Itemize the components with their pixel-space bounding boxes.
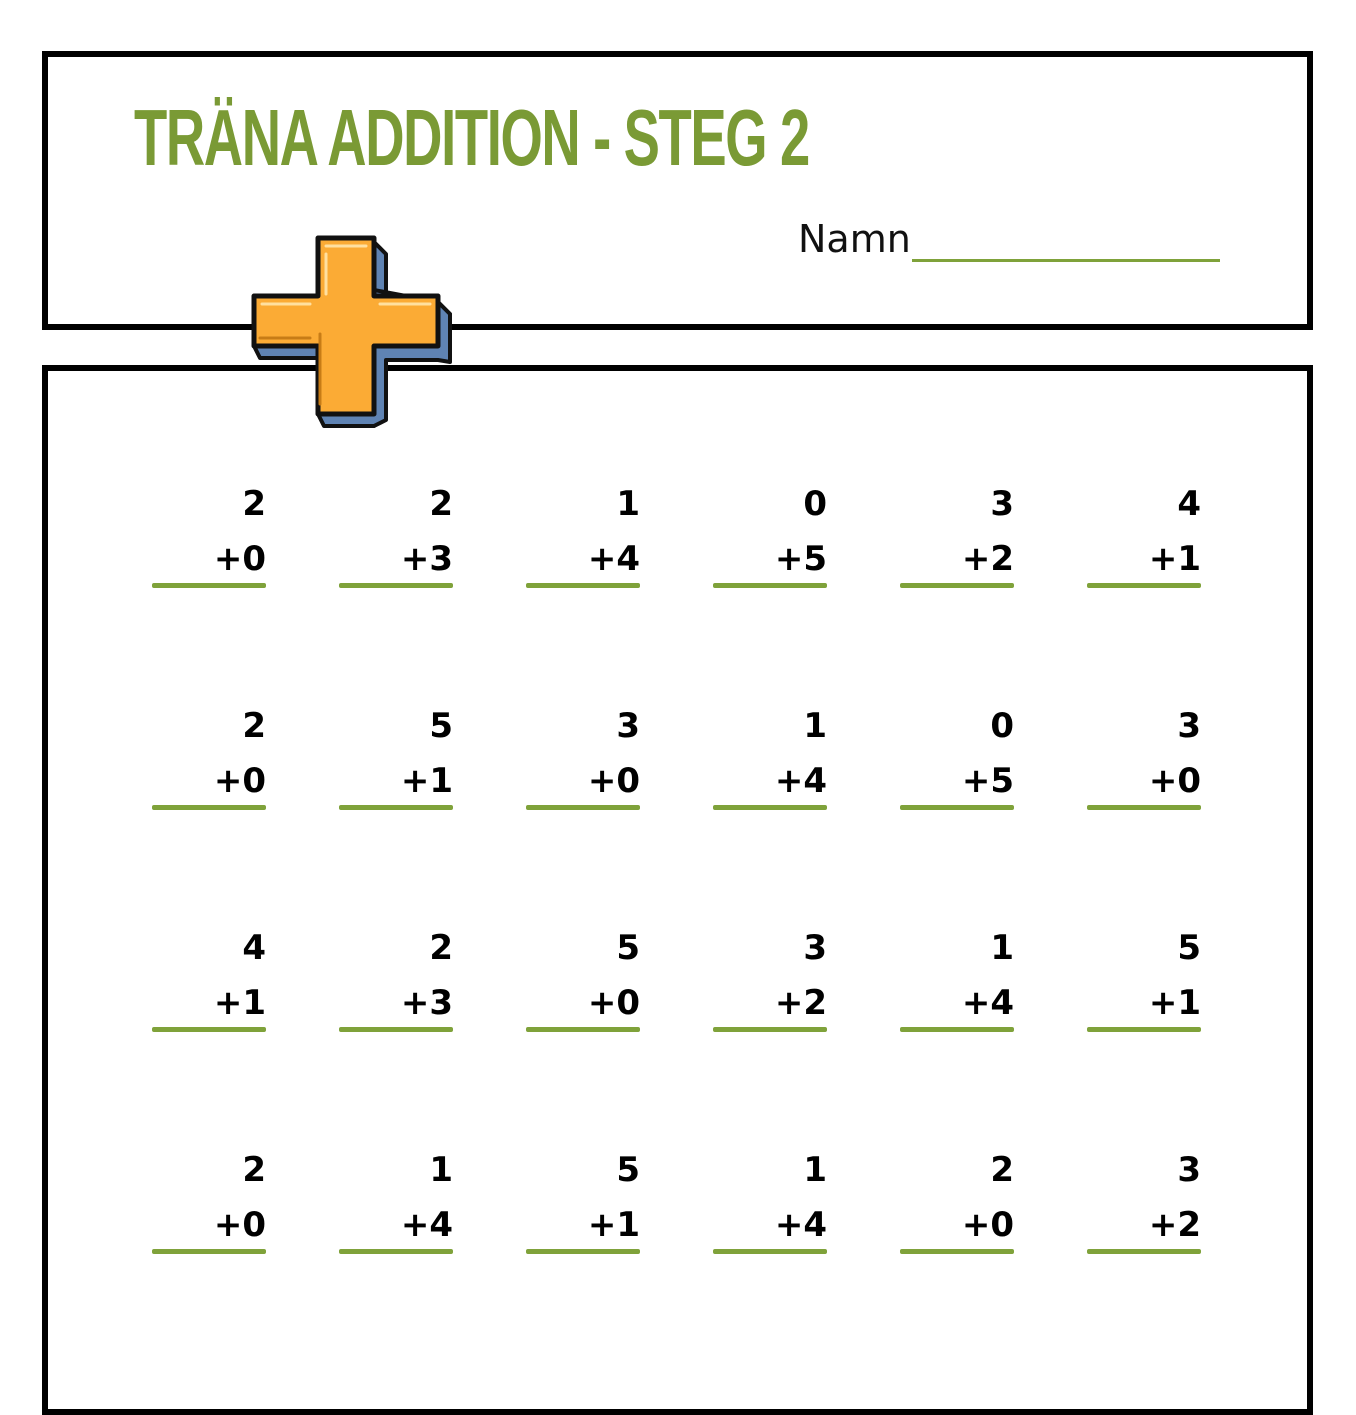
addition-problem	[713, 928, 827, 1041]
answer-line[interactable]	[152, 1027, 266, 1032]
addend-top: 2	[242, 706, 266, 746]
answer-line[interactable]	[339, 583, 453, 588]
addition-problem	[1087, 928, 1201, 1041]
addend-top: 4	[242, 928, 266, 968]
addend-bottom: +1	[213, 983, 266, 1023]
answer-line[interactable]	[152, 805, 266, 810]
addition-problem	[339, 706, 453, 819]
addend-bottom: +2	[961, 539, 1014, 579]
addition-problem	[1087, 1150, 1201, 1263]
answer-line[interactable]	[713, 583, 827, 588]
answer-line[interactable]	[713, 805, 827, 810]
addition-problem	[526, 484, 640, 597]
addend-bottom: +3	[400, 539, 453, 579]
addend-top: 3	[616, 706, 640, 746]
addition-problem	[713, 1150, 827, 1263]
answer-line[interactable]	[1087, 1249, 1201, 1254]
addend-top: 0	[990, 706, 1014, 746]
addend-top: 2	[242, 484, 266, 524]
addition-problem	[152, 928, 266, 1041]
name-line[interactable]	[912, 259, 1220, 262]
answer-line[interactable]	[526, 805, 640, 810]
addend-bottom: +4	[400, 1205, 453, 1245]
addend-bottom: +1	[1148, 539, 1201, 579]
addition-problem	[1087, 706, 1201, 819]
addend-top: 1	[803, 1150, 827, 1190]
addend-top: 5	[1177, 928, 1201, 968]
addition-problem	[1087, 484, 1201, 597]
addend-bottom: +1	[587, 1205, 640, 1245]
worksheet-title: TRÄNA ADDITION - STEG 2	[134, 93, 809, 182]
addend-top: 2	[429, 484, 453, 524]
answer-line[interactable]	[339, 1027, 453, 1032]
addition-problem	[526, 706, 640, 819]
addend-top: 5	[616, 928, 640, 968]
addend-top: 1	[803, 706, 827, 746]
addition-problem	[526, 928, 640, 1041]
addition-problem	[339, 928, 453, 1041]
answer-line[interactable]	[713, 1027, 827, 1032]
answer-line[interactable]	[152, 583, 266, 588]
addend-top: 1	[990, 928, 1014, 968]
addition-problem	[152, 1150, 266, 1263]
answer-line[interactable]	[526, 1249, 640, 1254]
addition-problem	[900, 1150, 1014, 1263]
addend-top: 5	[616, 1150, 640, 1190]
addend-top: 3	[1177, 1150, 1201, 1190]
addend-bottom: +0	[587, 761, 640, 801]
addend-bottom: +2	[774, 983, 827, 1023]
addition-problem	[152, 706, 266, 819]
addition-problem	[713, 706, 827, 819]
addend-top: 3	[803, 928, 827, 968]
addition-problem	[900, 928, 1014, 1041]
answer-line[interactable]	[713, 1249, 827, 1254]
addition-problem	[339, 1150, 453, 1263]
answer-line[interactable]	[1087, 805, 1201, 810]
addend-bottom: +3	[400, 983, 453, 1023]
addend-bottom: +4	[587, 539, 640, 579]
answer-line[interactable]	[1087, 583, 1201, 588]
addend-bottom: +0	[213, 1205, 266, 1245]
addend-bottom: +0	[961, 1205, 1014, 1245]
addend-bottom: +4	[961, 983, 1014, 1023]
addition-problem	[900, 706, 1014, 819]
addend-top: 1	[429, 1150, 453, 1190]
addend-top: 3	[1177, 706, 1201, 746]
addend-bottom: +0	[213, 539, 266, 579]
name-label: Namn	[798, 217, 911, 261]
addend-bottom: +5	[774, 539, 827, 579]
addition-problem	[526, 1150, 640, 1263]
answer-line[interactable]	[900, 1249, 1014, 1254]
answer-line[interactable]	[526, 1027, 640, 1032]
addend-bottom: +1	[1148, 983, 1201, 1023]
addition-problem	[152, 484, 266, 597]
answer-line[interactable]	[900, 805, 1014, 810]
answer-line[interactable]	[339, 805, 453, 810]
addend-bottom: +5	[961, 761, 1014, 801]
answer-line[interactable]	[900, 583, 1014, 588]
addition-problem	[900, 484, 1014, 597]
addend-top: 0	[803, 484, 827, 524]
plus-icon	[250, 234, 460, 434]
addend-bottom: +4	[774, 761, 827, 801]
addend-bottom: +2	[1148, 1205, 1201, 1245]
addend-bottom: +0	[587, 983, 640, 1023]
addend-bottom: +0	[1148, 761, 1201, 801]
answer-line[interactable]	[152, 1249, 266, 1254]
answer-line[interactable]	[526, 583, 640, 588]
answer-line[interactable]	[339, 1249, 453, 1254]
addition-problem	[339, 484, 453, 597]
addend-top: 2	[242, 1150, 266, 1190]
addend-top: 3	[990, 484, 1014, 524]
addend-bottom: +0	[213, 761, 266, 801]
addend-bottom: +4	[774, 1205, 827, 1245]
answer-line[interactable]	[900, 1027, 1014, 1032]
addend-top: 1	[616, 484, 640, 524]
addition-problem	[713, 484, 827, 597]
addend-top: 2	[429, 928, 453, 968]
answer-line[interactable]	[1087, 1027, 1201, 1032]
addend-top: 5	[429, 706, 453, 746]
addend-top: 4	[1177, 484, 1201, 524]
addend-bottom: +1	[400, 761, 453, 801]
addend-top: 2	[990, 1150, 1014, 1190]
